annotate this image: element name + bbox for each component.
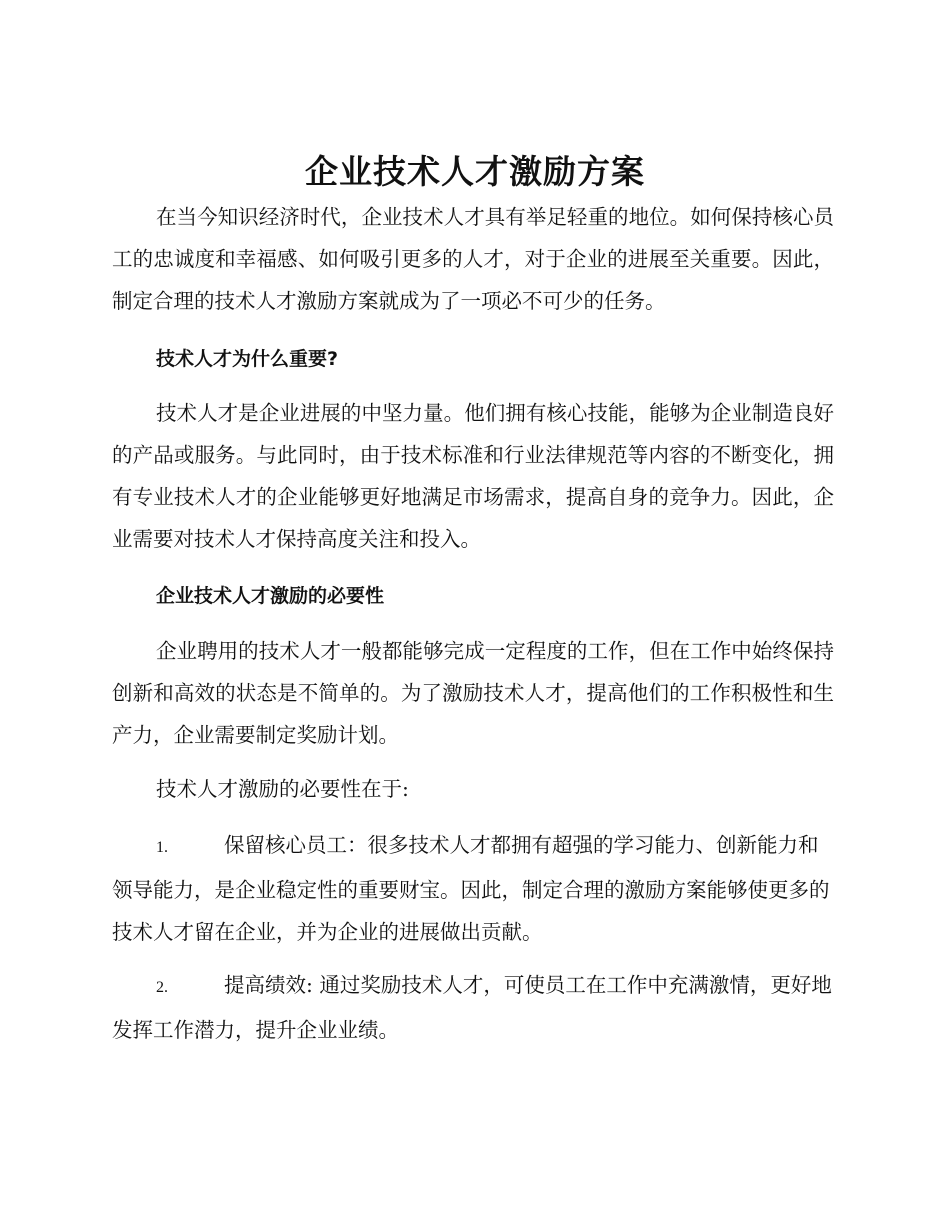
list-item-text: 保留核心员工：很多技术人才都拥有超强的学习能力、创新能力和领导能力，是企业稳定性的重要财宝。因此，制定合理的激励方案能够使更多的技术人才留在企业，并为企业的进展做出贡献。 bbox=[112, 833, 830, 944]
list-item-text: 提高绩效: 通过奖励技术人才，可使员工在工作中充满激情，更好地发挥工作潜力，提升企业业绩。 bbox=[112, 973, 832, 1042]
intro-paragraph: 在当今知识经济时代，企业技术人才具有举足轻重的地位。如何保持核心员工的忠诚度和幸福感、如何吸引更多的人才，对于企业的进展至关重要。因此，制定合理的技术人才激励方案就成为了一项必不可少的任务。 bbox=[112, 205, 834, 313]
list-item bbox=[112, 964, 834, 1051]
list-item-number: 1. bbox=[156, 839, 168, 856]
list-intro: 技术人才激励的必要性在于: bbox=[156, 777, 409, 801]
list-item bbox=[112, 824, 834, 953]
section-heading-necessity: 企业技术人才激励的必要性 bbox=[156, 585, 385, 607]
section-body-necessity: 企业聘用的技术人才一般都能够完成一定程度的工作，但在工作中始终保持创新和高效的状态是不简单的。为了激励技术人才，提高他们的工作积极性和生产力，企业需要制定奖励计划。 bbox=[112, 639, 834, 747]
list-item-number: 2. bbox=[156, 979, 168, 996]
section-body-importance: 技术人才是企业进展的中坚力量。他们拥有核心技能，能够为企业制造良好的产品或服务。与此同时，由于技术标准和行业法律规范等内容的不断变化，拥有专业技术人才的企业能够更好地满足市场需求，提高自身的竞争力。因此，企业需要对技术人才保持高度关注和投入。 bbox=[112, 401, 834, 551]
document-title: 企业技术人才激励方案 bbox=[305, 152, 645, 191]
section-heading-importance: 技术人才为什么重要? bbox=[156, 348, 339, 370]
